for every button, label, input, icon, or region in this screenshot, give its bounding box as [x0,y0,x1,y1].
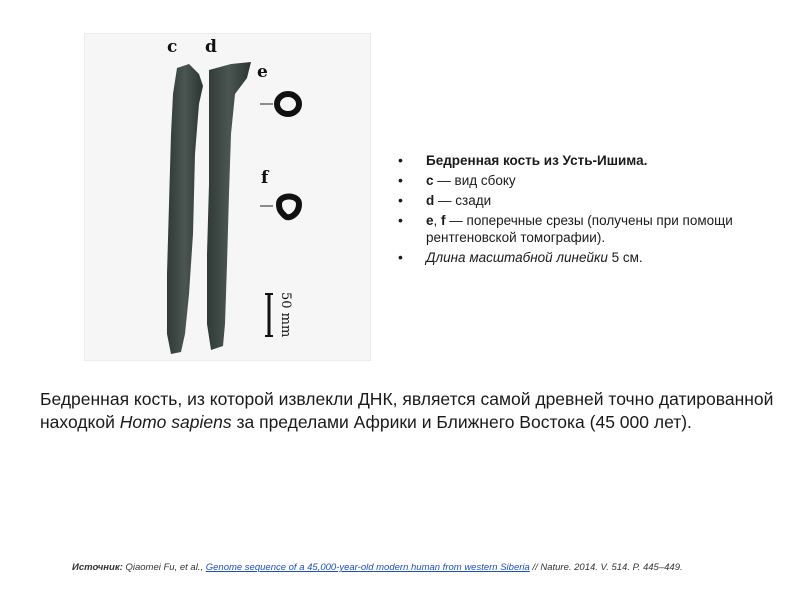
bone-d-back-view [207,62,251,350]
scale-label: 50 mm [278,292,293,338]
caption-d: • d — сзади [398,192,778,209]
source-link[interactable]: Genome sequence of a 45,000-year-old modern human from western Siberia [205,562,530,573]
figure-label-e: e [257,62,268,82]
figure-label-d: d [205,37,217,57]
bone-c-side-view [167,64,203,354]
figure-caption-list [398,152,778,269]
figure-label-c: c [167,37,178,57]
caption-scale: • Длина масштабной линейки 5 см. [398,249,778,266]
section-e [277,94,299,114]
main-paragraph: Бедренная кость, из которой извлекли ДНК, является самой древней точно датированной находкой Homo sapiens за пределами Африки и Ближнего Востока (45 000 лет). [40,389,774,432]
figure-label-f: f [261,168,269,188]
section-f [279,197,299,218]
caption-ef: • e, f — поперечные срезы (получены при помощи рентгеновской томографии). [398,212,778,246]
caption-title: • Бедренная кость из Усть-Ишима. [398,152,778,169]
caption-c: • c — вид сбоку [398,172,778,189]
femur-figure [85,34,370,360]
source-citation: Источник: Qiaomei Fu, et al., Genome sequence of a 45,000-year-old modern human from western Siberia // Nature. 2014. V. 514. P. 445–449. [72,562,683,573]
femur-illustration [85,34,370,360]
